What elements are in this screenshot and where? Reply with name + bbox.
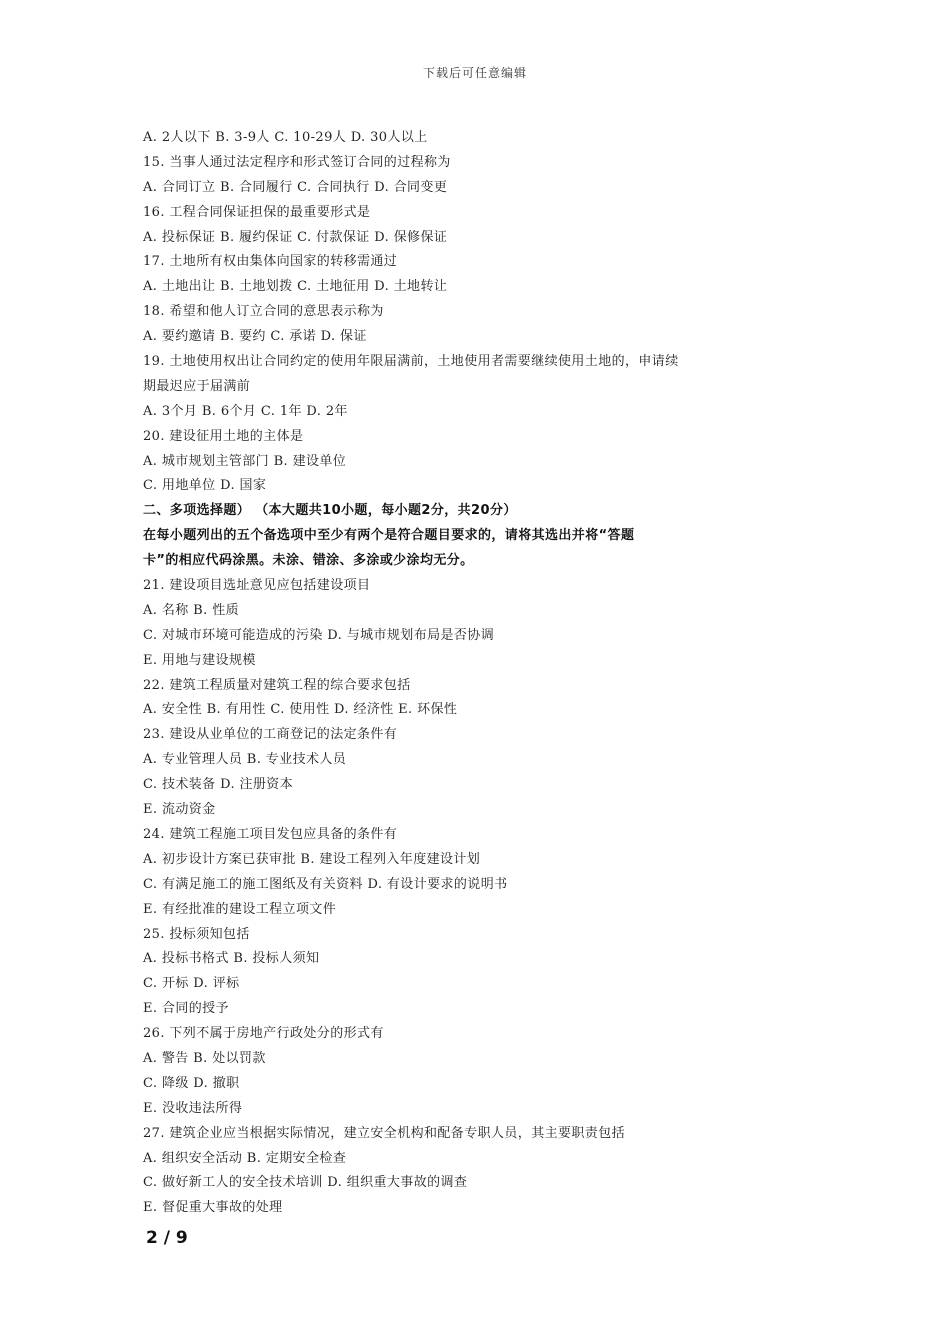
text-line: 期最迟应于届满前 [143,378,251,394]
text-line: A. 2人以下 B. 3-9人 C. 10-29人 D. 30人以上 [143,130,428,145]
text-line: 15. 当事人通过法定程序和形式签订合同的过程称为 [143,154,451,170]
page-header: 下载后可任意编辑 [422,66,527,80]
text-line: 17. 土地所有权由集体向国家的转移需通过 [143,254,398,270]
text-line: C. 有满足施工的施工图纸及有关资料 D. 有设计要求的说明书 [143,876,508,892]
text-line: A. 安全性 B. 有用性 C. 使用性 D. 经济性 E. 环保性 [143,702,458,718]
text-line: E. 没收违法所得 [143,1100,243,1116]
text-line: 22. 建筑工程质量对建筑工程的综合要求包括 [143,677,411,693]
text-line: A. 城市规划主管部门 B. 建设单位 [143,453,347,469]
text-line: 26. 下列不属于房地产行政处分的形式有 [143,1026,384,1042]
text-line: E. 有经批准的建设工程立项文件 [143,901,337,917]
text-line: A. 3个月 B. 6个月 C. 1年 D. 2年 [143,403,348,419]
text-line: C. 用地单位 D. 国家 [143,478,267,494]
text-line: C. 技术装备 D. 注册资本 [143,777,294,793]
text-line: 23. 建设从业单位的工商登记的法定条件有 [143,727,398,743]
text-line: 16. 工程合同保证担保的最重要形式是 [143,204,371,220]
text-line: A. 名称 B. 性质 [143,602,240,618]
text-line: E. 督促重大事故的处理 [143,1200,283,1216]
text-line: E. 合同的授予 [143,1001,229,1017]
text-line: C. 降级 D. 撤职 [143,1075,240,1091]
page-number: 2 / 9 [146,1228,188,1248]
text-line: 24. 建筑工程施工项目发包应具备的条件有 [143,826,398,842]
text-line: 19. 土地使用权出让合同约定的使用年限届满前，土地使用者需要继续使用土地的，申请续 [143,354,679,370]
section-instruction-line: 在每小题列出的五个备选项中至少有两个是符合题目要求的，请将其选出并将“答题 [143,528,635,544]
text-line: 18. 希望和他人订立合同的意思表示称为 [143,304,384,320]
text-line: C. 对城市环境可能造成的污染 D. 与城市规划布局是否协调 [143,627,495,643]
section-instruction-line: 卡”的相应代码涂黑。未涂、错涂、多涂或少涂均无分。 [143,553,474,569]
text-line: E. 用地与建设规模 [143,652,256,668]
text-line: 21. 建设项目选址意见应包括建设项目 [143,578,371,594]
document-body [143,126,783,1221]
text-line: 25. 投标须知包括 [143,926,250,942]
text-line: A. 投标书格式 B. 投标人须知 [143,951,320,967]
text-line: A. 组织安全活动 B. 定期安全检查 [143,1150,347,1166]
text-line: C. 开标 D. 评标 [143,976,240,992]
text-line: A. 要约邀请 B. 要约 C. 承诺 D. 保证 [143,329,367,345]
text-line: E. 流动资金 [143,802,216,818]
text-line: A. 专业管理人员 B. 专业技术人员 [143,752,347,768]
text-line: A. 初步设计方案已获审批 B. 建设工程列入年度建设计划 [143,851,481,867]
text-line: A. 合同订立 B. 合同履行 C. 合同执行 D. 合同变更 [143,179,448,195]
text-line: A. 投标保证 B. 履约保证 C. 付款保证 D. 保修保证 [143,229,448,245]
text-line: A. 警告 B. 处以罚款 [143,1050,266,1066]
text-line: C. 做好新工人的安全技术培训 D. 组织重大事故的调查 [143,1175,468,1191]
text-line: A. 土地出让 B. 土地划拨 C. 土地征用 D. 土地转让 [143,279,448,295]
text-line: 20. 建设征用土地的主体是 [143,428,304,444]
section-instruction-line: 二、多项选择题） （本大题共10小题，每小题2分，共20分） [143,503,517,519]
text-line: 27. 建筑企业应当根据实际情况，建立安全机构和配备专职人员，其主要职责包括 [143,1125,626,1141]
